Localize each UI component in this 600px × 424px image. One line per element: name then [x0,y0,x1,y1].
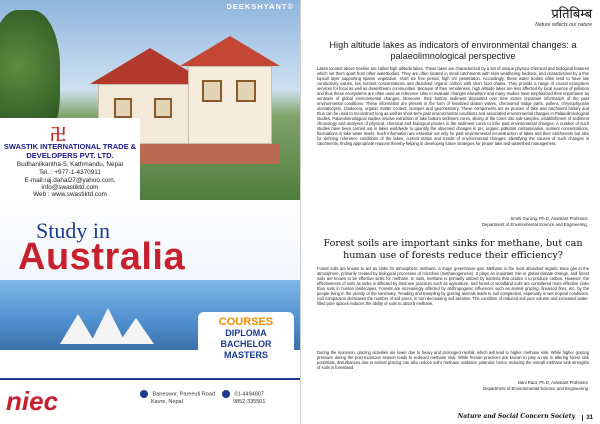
courses-box [198,312,294,378]
house-window [114,98,132,118]
house-window [154,98,172,118]
swastik-ad [0,0,300,200]
niec-logo: niec [6,386,59,416]
australia-text: Australia [18,236,186,278]
course-item: BACHELOR [220,339,272,349]
page-footer [301,408,600,424]
house-window [236,80,256,102]
masthead-tagline: Nature reflects our nature [535,22,592,28]
niec-address: Baneswor, Pareeuti Road Kavre, Nepal [140,390,215,406]
author-department: Department of Environmental Science and Engineering, [481,222,588,227]
author-department: Department of Environmental Science and Engineering [483,386,588,391]
author-name: Smriti Gurung, Ph.D, Assistant Professor [510,216,588,221]
niec-phone: 01-4494807 9852-335501 [222,390,265,406]
company-web: Web : www.swastiktd.com [33,191,107,198]
house-window [202,80,222,102]
article-author [483,380,588,392]
company-email: E-mail:raj.dahal27@yahoo.com, [24,177,116,184]
company-email-2: info@swastiktd.com [41,184,99,191]
course-item: DIPLOMA [225,328,267,338]
article-headline: Forest soils are important sinks for methane, but can human use of forests reduce their efficiency? [323,238,583,261]
company-phone: Tel. : +977-1-4370911 [39,169,101,176]
course-item: MASTERS [223,350,268,360]
study-australia-ad [0,200,300,424]
study-in-text: Study in [36,218,110,243]
house-roof [180,36,280,66]
article-author [482,216,588,228]
opera-house-shell [118,318,154,344]
right-page-article [300,0,600,424]
article-body: Lakes located above treeline are called high altitude lakes. These lakes are characterized by a set of unique physico-chemical and biological features which set them apart from other waterbodies. They are often located in small catchments with slow weathering bedrock, and characterized by a thin topsoil layer supporting sparse vegetation, short ice free period, high UV penetration. Accordingly, these water bodies often tend to have low conductivity values, low nutrient concentrations and dissolved organic carbon with short food chains. They provide a range of crucial ecosystem services for local as well as downstream communities. Because of their remoteness, high altitude lakes are less affected by local sources of pollution and thus these ecosystems are often used as reference sites to evaluate changes elsewhere and many studies have emphasized their importance as sentinels of global environmental changes. Moreover, their bottom sediment deposited over time stores important information of the past environmental conditions. These information are present in the form of fossilized diatom valves, chironomid midge parts, pollens, chrysophycean stomatocysts, Cladocera, organic matter content, isotopes and geochemistry. These components act as proxies of lake and catchment history and thus can be used to reconstruct long as well as short-term past environmental conditions and associated environmental changes in Palaeolimnological studies. Palaeolimnological studies involve extraction of lake bottom sediment cores, slicing of the cores into sub-samples, establishment of sediment chronology and analyses of physical, chemical and biological proxies in the sediment cores to infer past environmental changes. A number of such studies have been carried out in lakes worldwide to quantify the observed changes in pH, organic pollutant contamination, nutrient concentrations, fluctuations in lake water levels. Such information are essential not only for past environmental reconstruction of lakes and their catchments but also for defining reference conditions of the lakes, current status and trends of environmental changes, identifying the causes of such changes in catchments, finding appropriate reasons thereby helping in developing future strategies for proper lake and watershed management. [317,66,589,146]
swastik-logo: 卍 [50,127,67,144]
courses-heading: COURSES [218,316,274,328]
company-name: SWASTIK INTERNATIONAL TRADE & DEVELOPERS PVT. LTD. [3,142,137,160]
location-icon [140,390,148,398]
phone-icon [222,390,230,398]
article-headline: High altitude lakes as indicators of environmental changes: a palaeolimnological perspective [329,40,577,61]
page-number: 31 [582,415,593,421]
article-body: During the monsoon, grazing activities are lower due to heavy and prolonged rainfall, which will lead to higher methane sink. While higher grazing pressure during the post-monsoon season leads to reduced methane sink. While human practices are known to play a role in altering forest sink potentials, disturbances due to animal grazing can also reduce soil's methane oxidation potential, hence reducing the overall methane sink strengths of soils in forestland [317,350,589,370]
photo-watermark: DEEKSHYANT© [226,2,294,11]
masthead-title: प्रतिबिम्ब [551,7,592,22]
journal-name: Nature and Social Concern Society [457,413,575,420]
niec-contact-bar [0,378,300,424]
author-name: Nani Raut, Ph.D, Assistant Professor [517,380,588,385]
article-body: Forest soils are known to act as sinks for atmospheric methane, a major greenhouse gas. Methane is the most abundant organic trace gas in the atmosphere, primarily created by biological processes of microbes (methanogenesis). It plays an important role in global climate change, and forest soils are known to be effective sinks for methane. In soils, methane is primarily utilized by bacteria that oxidize it to produce carbon. However, the effectiveness of soils as sinks is affected by land-use practices such as agriculture, and forest or woodland soils are considered more effective sinks than soils in human landscapes. Forests are increasingly affected by anthropogenic influences such as animal grazing, firewood fires, etc. by the people living in the vicinity of the sanctuary. Treading and trampling by grazing animals leads to soil compaction, especially in wet tropical conditions. Soil compaction decreases the number of soil pores, in turn decreasing soil aeration. The condition of reduced soil pore volume and increased water-filled pore spaces reduces the ability of soils to absorb methane. [317,266,589,306]
company-address: Budhanilkantha-5, Kathmandu, Nepal [16,161,124,168]
swastik-info-box [0,118,140,200]
masthead [535,4,592,28]
house-wall [188,66,272,144]
